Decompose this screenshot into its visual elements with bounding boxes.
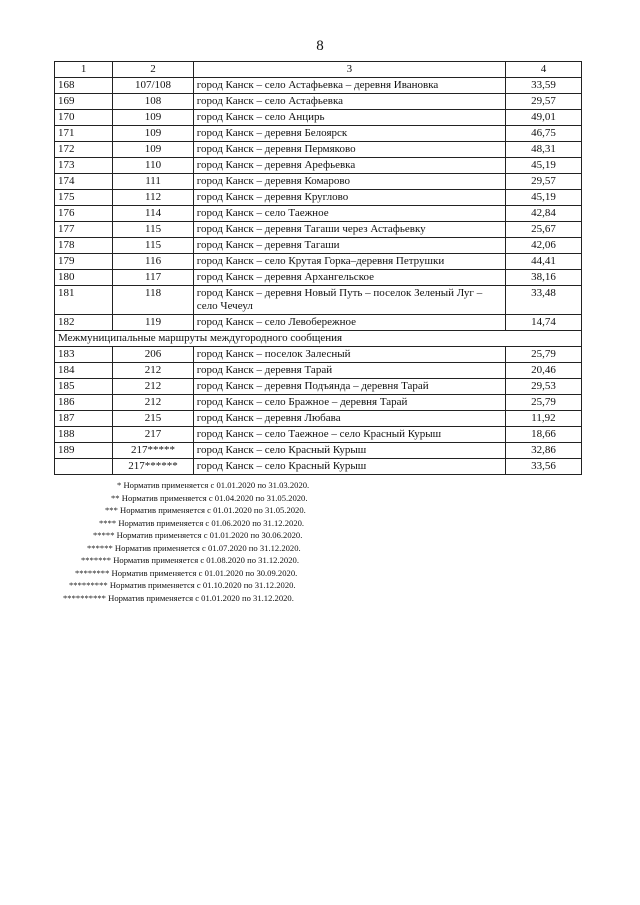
route-path-cell: город Канск – деревня Круглово xyxy=(193,190,505,206)
footnote: ** Норматив применяется с 01.04.2020 по 31.05.2020. xyxy=(111,492,308,503)
route-path-cell: город Канск – село Крутая Горка–деревня Петрушки xyxy=(193,254,505,270)
row-number-cell: 186 xyxy=(55,395,113,411)
value-cell: 42,84 xyxy=(505,206,581,222)
table-header-row xyxy=(55,62,582,78)
table-row xyxy=(55,190,582,206)
footnote: ******** Норматив применяется с 01.01.2020 по 30.09.2020. xyxy=(75,567,298,578)
route-number-cell: 116 xyxy=(113,254,194,270)
route-path-cell: город Канск – село Таежное xyxy=(193,206,505,222)
header-col-1: 1 xyxy=(55,62,113,78)
value-cell: 11,92 xyxy=(505,411,581,427)
table-row xyxy=(55,142,582,158)
row-number-cell: 185 xyxy=(55,379,113,395)
route-number-cell: 107/108 xyxy=(113,78,194,94)
row-number-cell: 187 xyxy=(55,411,113,427)
row-number-cell: 174 xyxy=(55,174,113,190)
route-number-cell: 115 xyxy=(113,222,194,238)
row-number-cell: 175 xyxy=(55,190,113,206)
route-number-cell: 212 xyxy=(113,363,194,379)
route-path-cell: город Канск – деревня Новый Путь – поселок Зеленый Луг – село Чечеул xyxy=(193,286,505,315)
route-number-cell: 108 xyxy=(113,94,194,110)
value-cell: 49,01 xyxy=(505,110,581,126)
route-path-cell: город Канск – деревня Подъянда – деревня Тарай xyxy=(193,379,505,395)
footnote: *** Норматив применяется с 01.01.2020 по 31.05.2020. xyxy=(105,505,306,515)
value-cell: 33,59 xyxy=(505,78,581,94)
footnote: * Норматив применяется с 01.01.2020 по 31.03.2020. xyxy=(117,480,310,490)
value-cell: 29,57 xyxy=(505,174,581,190)
value-cell: 29,53 xyxy=(505,379,581,395)
row-number-cell: 179 xyxy=(55,254,113,270)
value-cell: 29,57 xyxy=(505,94,581,110)
row-number-cell: 172 xyxy=(55,142,113,158)
value-cell: 25,79 xyxy=(505,347,581,363)
table-row xyxy=(55,174,582,190)
row-number-cell: 168 xyxy=(55,78,113,94)
value-cell: 18,66 xyxy=(505,427,581,443)
table-row xyxy=(55,395,582,411)
header-col-4: 4 xyxy=(505,62,581,78)
value-cell: 46,75 xyxy=(505,126,581,142)
route-path-cell: город Канск – поселок Залесный xyxy=(193,347,505,363)
route-number-cell: 217 xyxy=(113,427,194,443)
table-row xyxy=(55,78,582,94)
value-cell: 44,41 xyxy=(505,254,581,270)
table-row xyxy=(55,158,582,174)
footnote: ******* Норматив применяется с 01.08.2020 по 31.12.2020. xyxy=(81,555,299,565)
route-path-cell: город Канск – деревня Пермяково xyxy=(193,142,505,158)
row-number-cell: 188 xyxy=(55,427,113,443)
table-row xyxy=(55,110,582,126)
route-number-cell: 117 xyxy=(113,270,194,286)
table-row xyxy=(55,254,582,270)
value-cell: 48,31 xyxy=(505,142,581,158)
table-row xyxy=(55,286,582,315)
row-number-cell: 176 xyxy=(55,206,113,222)
route-path-cell: город Канск – деревня Любава xyxy=(193,411,505,427)
row-number-cell: 169 xyxy=(55,94,113,110)
route-path-cell: город Канск – деревня Тагаши через Астафьевку xyxy=(193,222,505,238)
routes-table xyxy=(54,61,582,475)
table-row xyxy=(55,443,582,459)
route-number-cell: 118 xyxy=(113,286,194,315)
row-number-cell: 182 xyxy=(55,315,113,331)
footnote: ********** Норматив применяется с 01.01.2020 по 31.12.2020. xyxy=(63,592,294,603)
route-number-cell: 212 xyxy=(113,379,194,395)
route-path-cell: город Канск – деревня Арефьевка xyxy=(193,158,505,174)
table-row xyxy=(55,363,582,379)
table-row xyxy=(55,94,582,110)
value-cell: 25,79 xyxy=(505,395,581,411)
route-path-cell: город Канск – деревня Белоярск xyxy=(193,126,505,142)
row-number-cell: 171 xyxy=(55,126,113,142)
route-number-cell: 119 xyxy=(113,315,194,331)
route-number-cell: 206 xyxy=(113,347,194,363)
header-col-2: 2 xyxy=(113,62,194,78)
route-number-cell: 215 xyxy=(113,411,194,427)
table-row xyxy=(55,379,582,395)
route-number-cell: 111 xyxy=(113,174,194,190)
route-path-cell: город Канск – село Таежное – село Красный Курыш xyxy=(193,427,505,443)
row-number-cell: 170 xyxy=(55,110,113,126)
value-cell: 45,19 xyxy=(505,158,581,174)
row-number-cell: 181 xyxy=(55,286,113,315)
route-number-cell: 109 xyxy=(113,142,194,158)
route-number-cell: 114 xyxy=(113,206,194,222)
route-path-cell: город Канск – деревня Тагаши xyxy=(193,238,505,254)
row-number-cell xyxy=(55,459,113,475)
table-row xyxy=(55,238,582,254)
table-row xyxy=(55,315,582,331)
page-number: 8 xyxy=(316,38,324,54)
value-cell: 33,56 xyxy=(505,459,581,475)
route-path-cell: город Канск – село Астафьевка xyxy=(193,94,505,110)
footnote: ********* Норматив применяется с 01.10.2020 по 31.12.2020. xyxy=(69,580,296,590)
row-number-cell: 178 xyxy=(55,238,113,254)
route-path-cell: город Канск – село Анцирь xyxy=(193,110,505,126)
row-number-cell: 189 xyxy=(55,443,113,459)
table-row xyxy=(55,347,582,363)
footnote: ***** Норматив применяется с 01.01.2020 по 30.06.2020. xyxy=(93,530,303,540)
route-number-cell: 115 xyxy=(113,238,194,254)
table-row xyxy=(55,206,582,222)
value-cell: 32,86 xyxy=(505,443,581,459)
route-path-cell: город Канск – село Левобережное xyxy=(193,315,505,331)
section-title-row xyxy=(55,331,582,347)
route-number-cell: 212 xyxy=(113,395,194,411)
route-number-cell: 217***** xyxy=(113,443,194,459)
row-number-cell: 184 xyxy=(55,363,113,379)
route-path-cell: город Канск – село Бражное – деревня Тарай xyxy=(193,395,505,411)
value-cell: 45,19 xyxy=(505,190,581,206)
value-cell: 14,74 xyxy=(505,315,581,331)
footnote: ****** Норматив применяется с 01.07.2020 по 31.12.2020. xyxy=(87,542,301,553)
route-path-cell: город Канск – деревня Архангельское xyxy=(193,270,505,286)
row-number-cell: 173 xyxy=(55,158,113,174)
table-row xyxy=(55,222,582,238)
row-number-cell: 180 xyxy=(55,270,113,286)
route-path-cell: город Канск – село Астафьевка – деревня Ивановка xyxy=(193,78,505,94)
route-path-cell: город Канск – деревня Тарай xyxy=(193,363,505,379)
value-cell: 42,06 xyxy=(505,238,581,254)
route-number-cell: 112 xyxy=(113,190,194,206)
route-number-cell: 109 xyxy=(113,126,194,142)
table-row xyxy=(55,270,582,286)
table-row xyxy=(55,459,582,475)
value-cell: 25,67 xyxy=(505,222,581,238)
route-path-cell: город Канск – село Красный Курыш xyxy=(193,443,505,459)
value-cell: 33,48 xyxy=(505,286,581,315)
route-path-cell: город Канск – деревня Комарово xyxy=(193,174,505,190)
route-number-cell: 109 xyxy=(113,110,194,126)
route-number-cell: 110 xyxy=(113,158,194,174)
table-row xyxy=(55,411,582,427)
row-number-cell: 177 xyxy=(55,222,113,238)
table-row xyxy=(55,126,582,142)
section-title: Межмуниципальные маршруты междугородного сообщения xyxy=(55,331,582,347)
route-path-cell: город Канск – село Красный Курыш xyxy=(193,459,505,475)
header-col-3: 3 xyxy=(193,62,505,78)
table-row xyxy=(55,427,582,443)
footnote: **** Норматив применяется с 01.06.2020 по 31.12.2020. xyxy=(99,517,305,528)
value-cell: 20,46 xyxy=(505,363,581,379)
route-number-cell: 217****** xyxy=(113,459,194,475)
routes-table-body xyxy=(55,62,582,475)
value-cell: 38,16 xyxy=(505,270,581,286)
row-number-cell: 183 xyxy=(55,347,113,363)
